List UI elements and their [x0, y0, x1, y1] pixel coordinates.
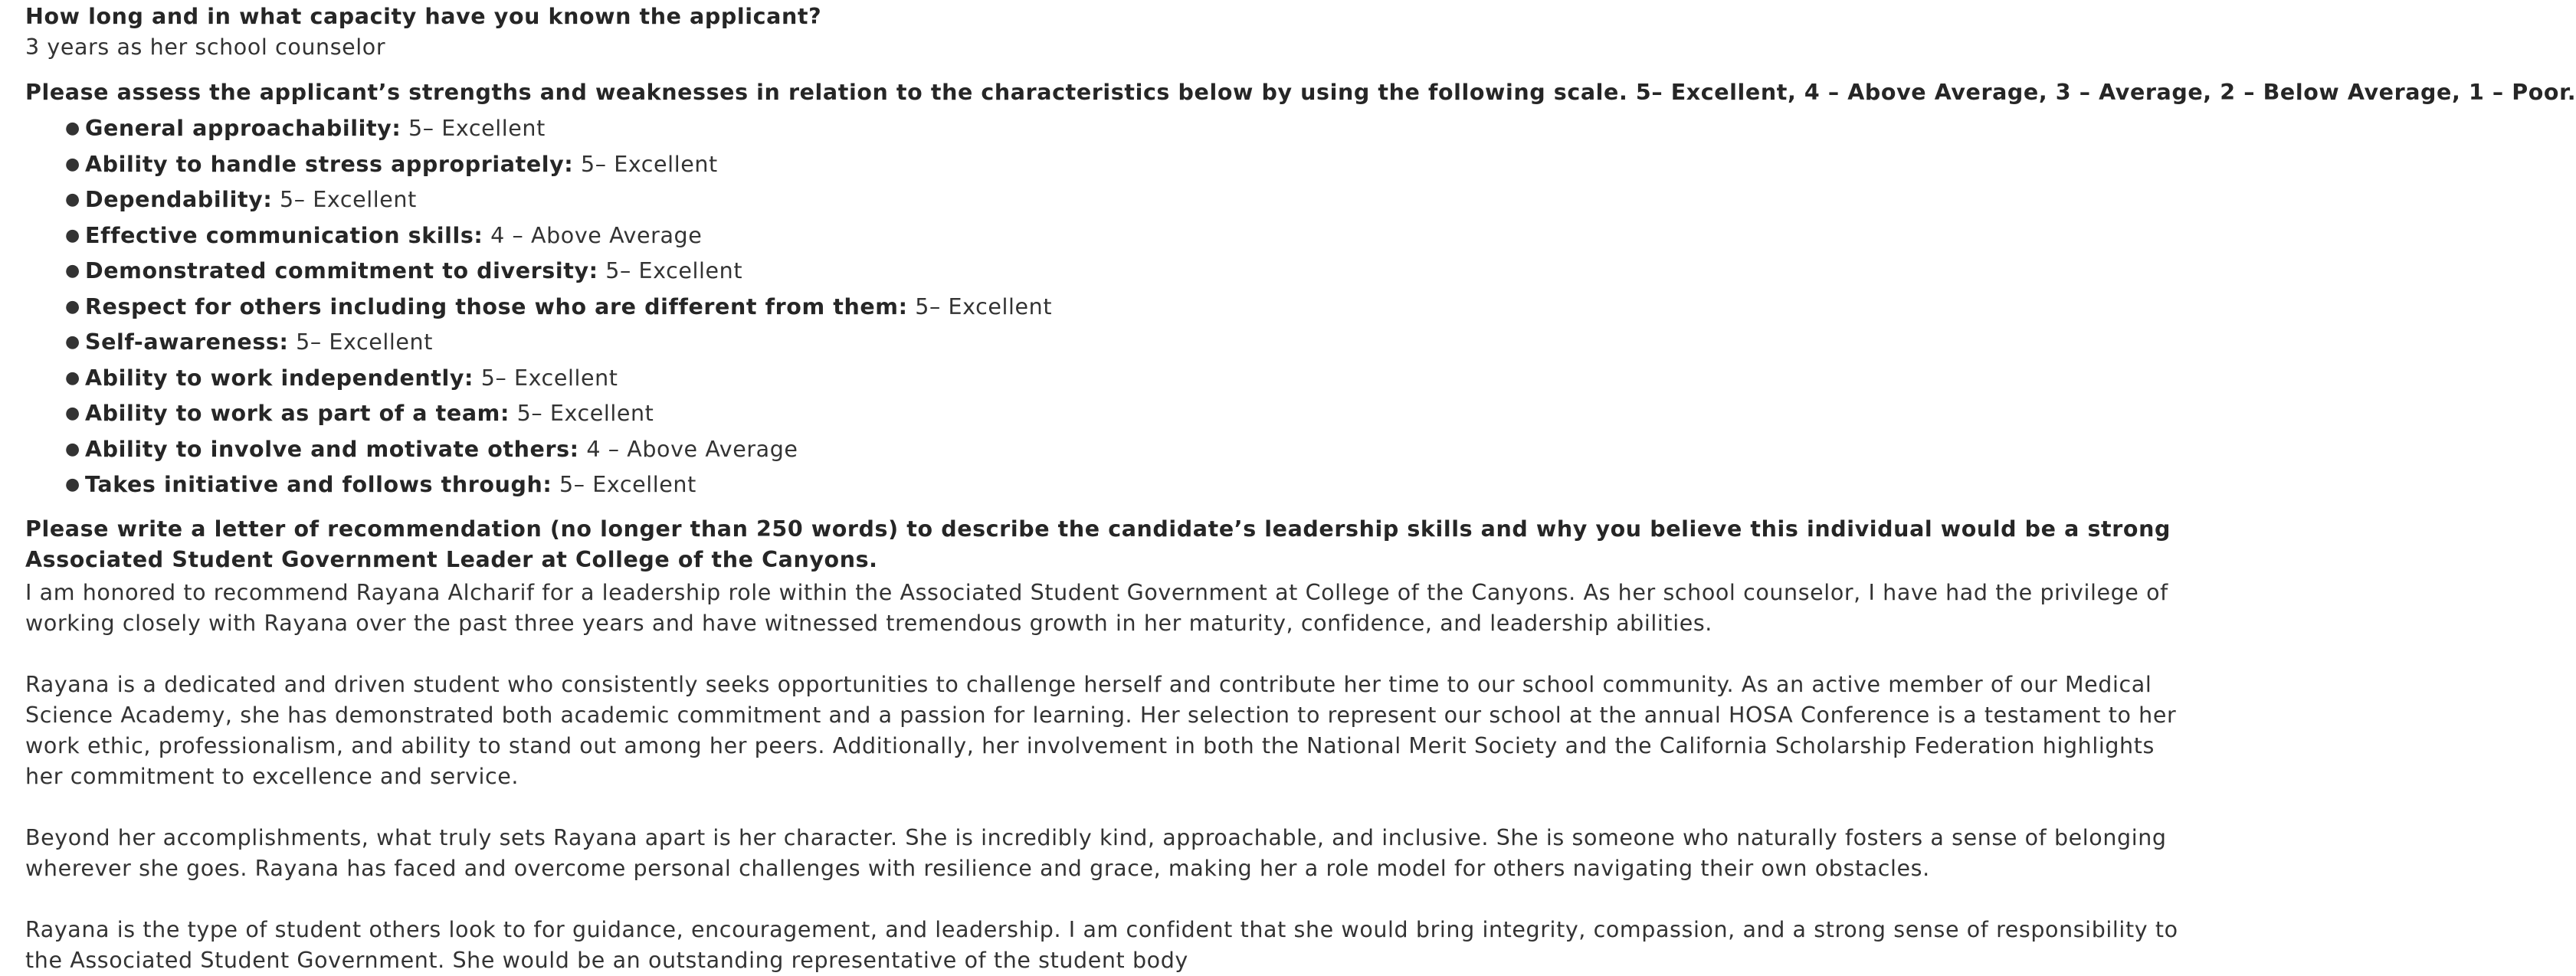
list-item — [65, 113, 1052, 149]
bullet-icon: ● — [65, 190, 80, 209]
rating-value: 5– Excellent — [296, 329, 433, 355]
letter-paragraph: Rayana is the type of student others look to for guidance, encouragement, and leadership. I am confident that she would bring integrity, compassion, and a strong sense of responsibility to the Associated Student Government. She would be an outstanding representative of the student body — [25, 917, 2178, 973]
bullet-icon: ● — [65, 296, 80, 316]
list-item — [65, 221, 1052, 257]
bullet-icon: ● — [65, 439, 80, 459]
list-item — [65, 292, 1053, 328]
list-item — [65, 363, 1052, 399]
bullet-icon: ● — [65, 404, 80, 423]
rating-label: Dependability: — [85, 187, 273, 212]
bullet-icon: ● — [65, 119, 80, 138]
rating-label: Ability to involve and motivate others: — [85, 436, 579, 462]
rating-label: Demonstrated commitment to diversity: — [85, 258, 598, 283]
answer-known-applicant: 3 years as her school counselor — [25, 34, 386, 60]
list-item — [65, 470, 1052, 506]
list-item — [65, 327, 1052, 363]
rating-value: 5– Excellent — [915, 293, 1053, 319]
rating-label: Self-awareness: — [85, 329, 289, 355]
rating-value: 5– Excellent — [559, 472, 696, 497]
list-item — [65, 149, 1052, 185]
list-item — [65, 398, 1052, 434]
rating-label: Ability to work independently: — [85, 365, 474, 391]
rating-label: Respect for others including those who are different from them: — [85, 293, 908, 319]
bullet-icon: ● — [65, 368, 80, 388]
rating-label: Ability to handle stress appropriately: — [85, 151, 574, 177]
rating-value: 5– Excellent — [580, 151, 718, 177]
rating-value: 5– Excellent — [408, 116, 546, 141]
rating-label: Ability to work as part of a team: — [85, 401, 510, 426]
list-item — [65, 256, 1052, 292]
question-recommendation-letter: Please write a letter of recommendation (no longer than 250 words) to describe the candidate’s leadership skills and why you believe this individual would be a strong Associated Student Government Leader at College of the Canyons. — [25, 516, 2171, 572]
rating-label: Effective communication skills: — [85, 222, 483, 248]
bullet-icon: ● — [65, 154, 80, 174]
question-known-applicant: How long and in what capacity have you known the applicant? — [25, 4, 822, 29]
bullet-icon: ● — [65, 332, 80, 352]
ratings-list — [25, 113, 1052, 506]
letter-paragraph: I am honored to recommend Rayana Alcharif for a leadership role within the Associated Student Government at College of the Canyons. As her school counselor, I have had the privilege of working closely with Rayana over the past three years and have witnessed tremendous growth in her maturity, confidence, and leadership abilities. — [25, 580, 2168, 636]
bullet-icon: ● — [65, 261, 80, 280]
bullet-icon: ● — [65, 475, 80, 494]
recommendation-letter — [25, 578, 2182, 976]
rating-value: 5– Excellent — [605, 258, 743, 283]
list-item — [65, 185, 1052, 221]
rating-value: 4 – Above Average — [586, 436, 798, 462]
rating-value: 5– Excellent — [280, 187, 417, 212]
letter-paragraph: Rayana is a dedicated and driven student who consistently seeks opportunities to challenge herself and contribute her time to our school community. As an active member of our Medical Science Academy, she has demonstrated both academic commitment and a passion for learning. Her selection to represent our school at the annual HOSA Conference is a testament to her work ethic, professionalism, and ability to stand out among her peers. Additionally, her involvement in both the National Merit Society and the California Scholarship Federation highlights her commitment to excellence and service. — [25, 672, 2177, 789]
rating-value: 4 – Above Average — [490, 222, 703, 248]
rating-label: General approachability: — [85, 116, 401, 141]
list-item — [65, 434, 1052, 470]
bullet-icon: ● — [65, 225, 80, 245]
rating-label: Takes initiative and follows through: — [85, 472, 552, 497]
question-assess-characteristics: Please assess the applicant’s strengths and weaknesses in relation to the characteristics below by using the following scale. 5– Excellent, 4 – Above Average, 3 – Average, 2 – Below Average, 1 – Poor. — [25, 80, 2576, 105]
rating-value: 5– Excellent — [516, 401, 654, 426]
rating-value: 5– Excellent — [480, 365, 618, 391]
letter-paragraph: Beyond her accomplishments, what truly sets Rayana apart is her character. She is incredibly kind, approachable, and inclusive. She is someone who naturally fosters a sense of belonging wherever she goes. Rayana has faced and overcome personal challenges with resilience and grace, making her a role model for others navigating their own obstacles. — [25, 825, 2167, 881]
